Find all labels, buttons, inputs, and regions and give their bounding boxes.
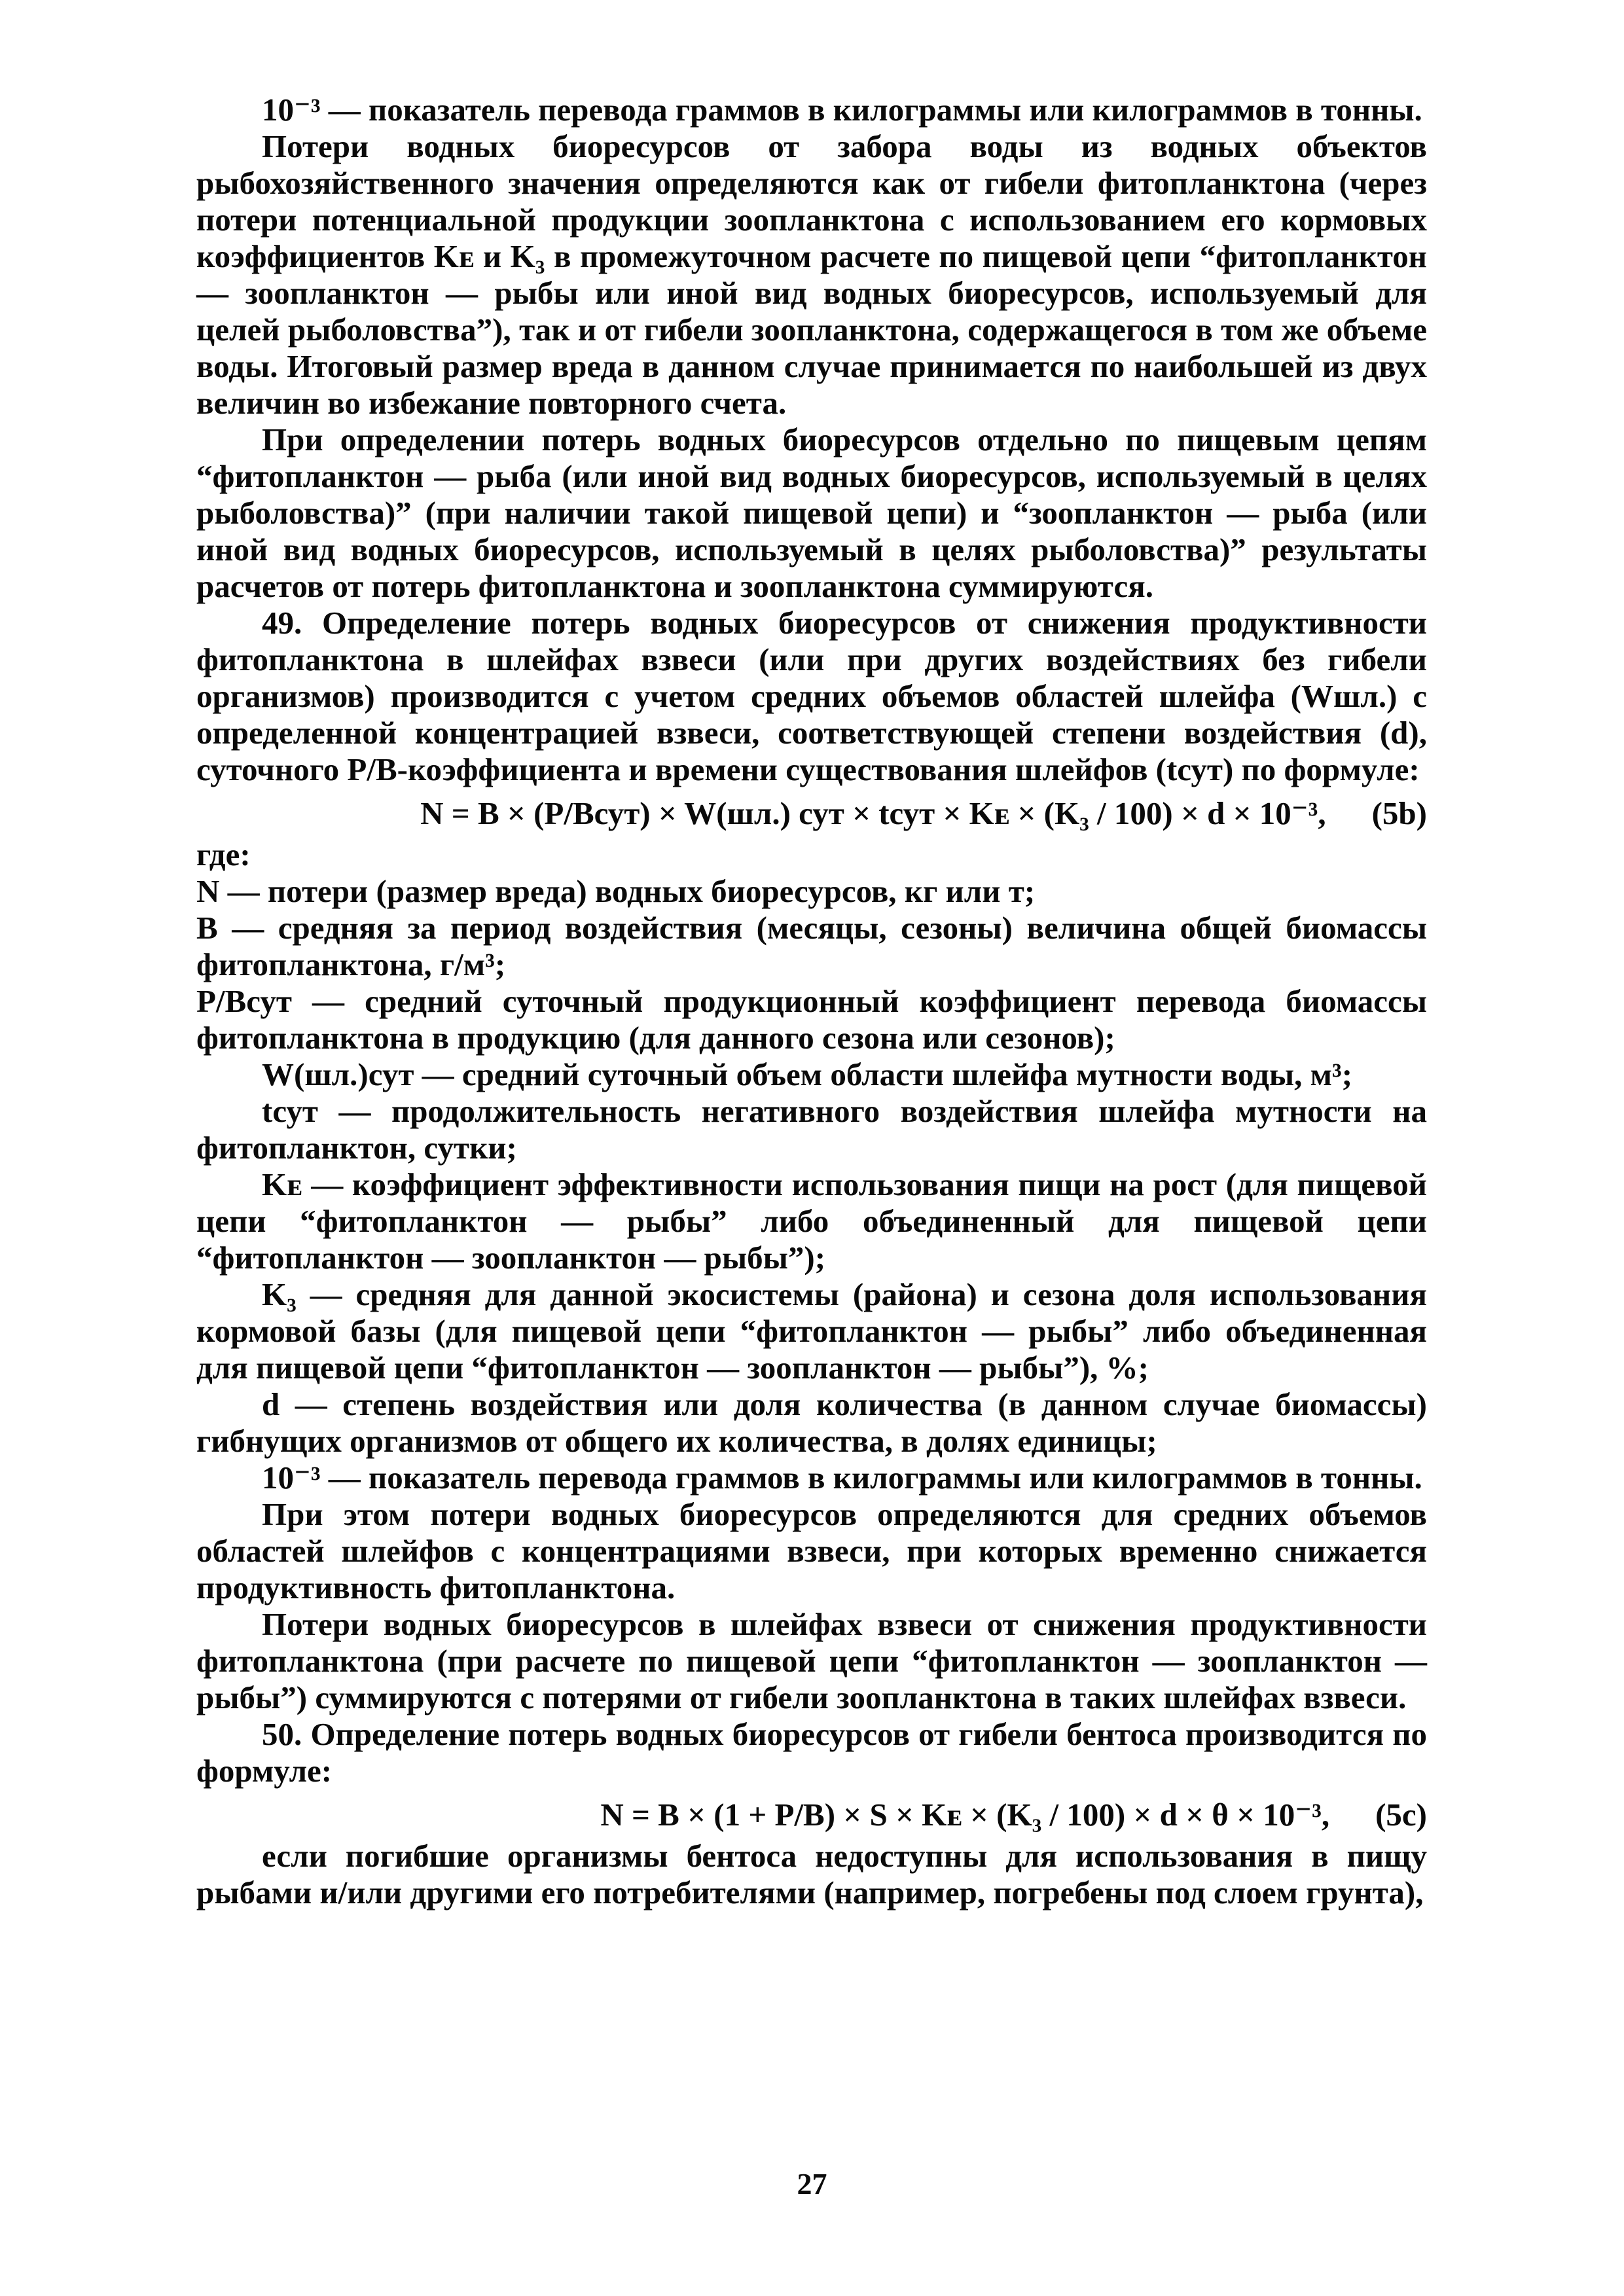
formula-5c-expression: N = B × (1 + P/B) × S × Kᴇ × (K₃ / 100) × d × θ × 10⁻³, bbox=[600, 1797, 1330, 1833]
definition-KE: Kᴇ — коэффициент эффективности использования пищи на рост (для пищевой цепи “фитопланктон — рыбы” либо объединенный для пищевой цепи “фитопланктон — зоопланктон — рыбы”); bbox=[196, 1166, 1427, 1276]
definition-B: B — средняя за период воздействия (месяцы, сезоны) величина общей биомассы фитопланктона, г/м³; bbox=[196, 910, 1427, 982]
paragraph-plume-sum: Потери водных биоресурсов в шлейфах взвеси от снижения продуктивности фитопланктона (при расчете по пищевой цепи “фитопланктон — зоопланктон — рыбы”) суммируются с потерями от гибели зоопланктона в таких шлейфах взвеси. bbox=[196, 1606, 1427, 1715]
paragraph-49: 49. Определение потерь водных биоресурсов от снижения продуктивности фитопланктона в шлейфах взвеси (или при других воздействиях без гибели организмов) производится с учетом средних объемов областей шлейфа (Wшл.) с определенной концентрацией взвеси, соответствующей степени воздействия (d), суточного P/B-коэффициента и времени существования шлейфов (tсут) по формуле: bbox=[196, 605, 1427, 787]
paragraph-water-intake-losses: Потери водных биоресурсов от забора воды из водных объектов рыбохозяйственного значения определяются как от гибели фитопланктона (через потери потенциальной продукции зоопланктона с использованием его кормовых коэффициентов Kᴇ и K₃ в промежуточном расчете по пищевой цепи “фитопланктон — зоопланктон — рыбы или иной вид водных биоресурсов, используемый для целей рыболовства”), так и от гибели зоопланктона, содержащегося в том же объеме воды. Итоговый размер вреда в данном случае принимается по наибольшей из двух величин во избежание повторного счета. bbox=[196, 128, 1427, 421]
paragraph-50: 50. Определение потерь водных биоресурсов от гибели бентоса производится по формуле: bbox=[196, 1716, 1427, 1789]
page-number: 27 bbox=[797, 2167, 827, 2200]
document-page bbox=[196, 92, 1427, 2225]
where-label: где: bbox=[196, 836, 251, 872]
formula-5c bbox=[196, 1792, 1427, 1838]
formula-5b-expression: N = B × (P/Bсут) × W(шл.) сут × tсут × Kᴇ × (K₃ / 100) × d × 10⁻³, bbox=[420, 795, 1326, 831]
definition-t: tсут — продолжительность негативного воздействия шлейфа мутности на фитопланктон, сутки; bbox=[196, 1093, 1427, 1166]
formula-5b-number: (5b) bbox=[1371, 795, 1427, 831]
paragraph-plume-volumes: При этом потери водных биоресурсов определяются для средних объемов областей шлейфов с концентрациями взвеси, при которых временно снижается продуктивность фитопланктона. bbox=[196, 1496, 1427, 1605]
formula-5c-number: (5c) bbox=[1375, 1797, 1427, 1833]
formula-5b bbox=[196, 791, 1427, 836]
paragraph-conversion-note: 10⁻³ — показатель перевода граммов в килограммы или килограммов в тонны. bbox=[262, 92, 1422, 128]
definition-W: W(шл.)сут — средний суточный объем области шлейфа мутности воды, м³; bbox=[262, 1056, 1353, 1092]
definition-N: N — потери (размер вреда) водных биоресурсов, кг или т; bbox=[196, 873, 1036, 909]
definition-d: d — степень воздействия или доля количества (в данном случае биомассы) гибнущих организмов от общего их количества, в долях единицы; bbox=[196, 1386, 1427, 1459]
paragraph-benthos-condition: если погибшие организмы бентоса недоступны для использования в пищу рыбами и/или другими его потребителями (например, погребены под слоем грунта), bbox=[196, 1838, 1427, 1910]
definition-K3: K₃ — средняя для данной экосистемы (района) и сезона доля использования кормовой базы (для пищевой цепи “фитопланктон — рыбы” либо объединенная для пищевой цепи “фитопланктон — зоопланктон — рыбы”), %; bbox=[196, 1276, 1427, 1386]
definition-PB: P/Bсут — средний суточный продукционный коэффициент перевода биомассы фитопланктона в продукцию (для данного сезона или сезонов); bbox=[196, 983, 1427, 1056]
definition-conversion: 10⁻³ — показатель перевода граммов в килограммы или килограммов в тонны. bbox=[262, 1460, 1422, 1496]
paragraph-food-chain-sum: При определении потерь водных биоресурсов отдельно по пищевым цепям “фитопланктон — рыба (или иной вид водных биоресурсов, используемый в целях рыболовства)” (при наличии такой пищевой цепи) и “зоопланктон — рыба (или иной вид водных биоресурсов, используемый в целях рыболовства)” результаты расчетов от потерь фитопланктона и зоопланктона суммируются. bbox=[196, 422, 1427, 604]
